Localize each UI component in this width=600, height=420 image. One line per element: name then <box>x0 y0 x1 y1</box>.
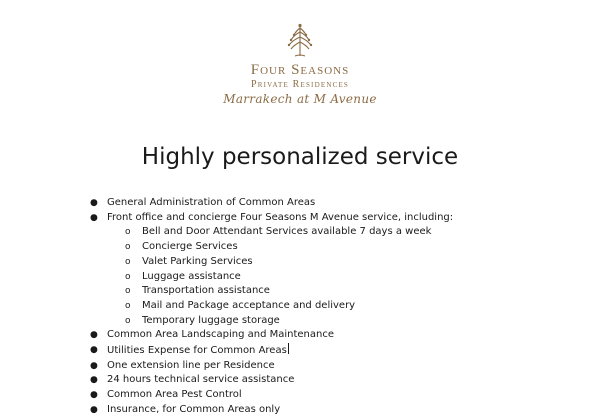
bullet-icon: ● <box>90 330 98 341</box>
list-item-label: Common Area Landscaping and Maintenance <box>107 329 335 341</box>
sub-list-item-label: Mail and Package acceptance and delivery <box>142 299 356 311</box>
list-item <box>0 211 453 226</box>
circle-bullet-icon: o <box>125 242 131 253</box>
list-item-label: Front office and concierge Four Seasons M Avenue service, including: <box>107 211 454 223</box>
list-item-label: 24 hours technical service assistance <box>107 374 295 386</box>
sub-list-item <box>0 284 453 299</box>
circle-bullet-icon: o <box>125 227 131 238</box>
list-item-label: General Administration of Common Areas <box>107 197 316 208</box>
list-item-label[interactable]: Utilities Expense for Common Areas <box>107 345 287 357</box>
tree-icon <box>285 22 315 60</box>
bullet-icon: ● <box>90 345 98 356</box>
bullet-icon: ● <box>90 360 98 371</box>
text-cursor <box>288 343 289 354</box>
circle-bullet-icon: o <box>125 256 131 267</box>
sub-list-item <box>0 240 453 255</box>
sub-list-item-label: Transportation assistance <box>142 285 270 297</box>
list-item <box>0 328 453 343</box>
sub-list-item <box>0 225 453 240</box>
circle-bullet-icon: o <box>125 286 131 297</box>
brand-subtitle: Private Residences <box>250 79 350 90</box>
bullet-icon: ● <box>90 375 98 386</box>
bullet-icon: ● <box>90 404 98 415</box>
sub-list-item-label: Bell and Door Attendant Services available 7 days a week <box>142 226 432 238</box>
brand-location: Marrakech at M Avenue <box>223 92 377 106</box>
sub-list-item <box>0 255 453 270</box>
sub-list-item <box>0 314 453 329</box>
bullet-icon: ● <box>90 390 98 401</box>
bullet-icon: ● <box>90 212 98 223</box>
list-item <box>0 373 453 388</box>
list-item-label: Insurance, for Common Areas only <box>107 403 281 415</box>
sub-list-item-label: Concierge Services <box>142 241 238 253</box>
list-item <box>0 359 453 374</box>
circle-bullet-icon: o <box>125 315 131 326</box>
page-title: Highly personalized service <box>141 144 459 170</box>
circle-bullet-icon: o <box>125 300 131 311</box>
sub-list-item-label: Valet Parking Services <box>142 255 253 267</box>
circle-bullet-icon: o <box>125 271 131 282</box>
list-item[interactable] <box>0 343 453 359</box>
sub-list-item-label: Luggage assistance <box>142 270 241 282</box>
list-item <box>0 388 453 403</box>
list-item-label: Common Area Pest Control <box>107 389 242 401</box>
sub-list-item-label: Temporary luggage storage <box>142 314 280 326</box>
four-seasons-logo <box>0 22 600 107</box>
services-list <box>0 196 453 418</box>
list-item <box>0 196 453 211</box>
sub-list-item <box>0 270 453 285</box>
list-item-label: One extension line per Residence <box>107 359 275 371</box>
brand-name: Four Seasons <box>250 62 350 78</box>
bullet-icon: ● <box>90 198 98 208</box>
list-item <box>0 403 453 418</box>
sub-list-item <box>0 299 453 314</box>
